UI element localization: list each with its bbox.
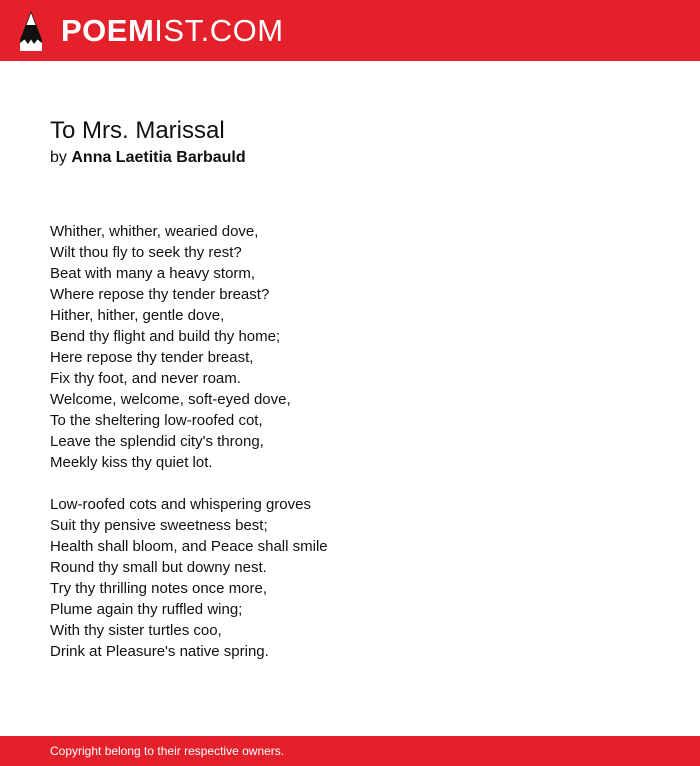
poem-title: To Mrs. Marissal [50,117,225,144]
poem-line: Wilt thou fly to seek thy rest? [50,244,242,261]
poem-line: To the sheltering low-roofed cot, [50,412,263,429]
poem-line: With thy sister turtles coo, [50,622,222,639]
poem-body [50,221,650,662]
poem-line: Round thy small but downy nest. [50,559,267,576]
poem-line: Plume again thy ruffled wing; [50,601,243,618]
poem-line: Beat with many a heavy storm, [50,265,256,282]
poem-line: Drink at Pleasure's native spring. [50,643,269,660]
poem-line: Try thy thrilling notes once more, [50,580,268,597]
poem-line: Health shall bloom, and Peace shall smile [50,538,328,555]
site-header [0,0,700,61]
copyright-text: Copyright belong to their respective owners. [50,744,285,758]
poem-line: Low-roofed cots and whispering groves [50,496,311,513]
poem-line: Where repose thy tender breast? [50,286,270,303]
stanza-1 [50,221,650,473]
poem-line: Leave the splendid city's throng, [50,433,264,450]
poem-line: Suit thy pensive sweetness best; [50,517,268,534]
pencil-icon [18,10,44,52]
poem-line: Bend thy flight and build thy home; [50,328,281,345]
logo-text-light: IST.COM [154,13,284,48]
poem-line: Whither, whither, wearied dove, [50,223,259,240]
stanza-2 [50,494,650,662]
poem-line: Hither, hither, gentle dove, [50,307,225,324]
poem-line: Meekly kiss thy quiet lot. [50,454,213,471]
site-footer [0,736,700,766]
poem-byline [50,147,650,169]
by-label: by [50,149,67,166]
poem-line: Fix thy foot, and never roam. [50,370,241,387]
author-link[interactable]: Anna Laetitia Barbauld [71,149,246,166]
poem-content [50,115,650,683]
logo-text-bold: POEM [61,13,155,48]
poem-line: Here repose thy tender breast, [50,349,254,366]
poem-line: Welcome, welcome, soft-eyed dove, [50,391,291,408]
site-logo-text [61,15,284,46]
site-logo-link[interactable] [18,0,284,61]
